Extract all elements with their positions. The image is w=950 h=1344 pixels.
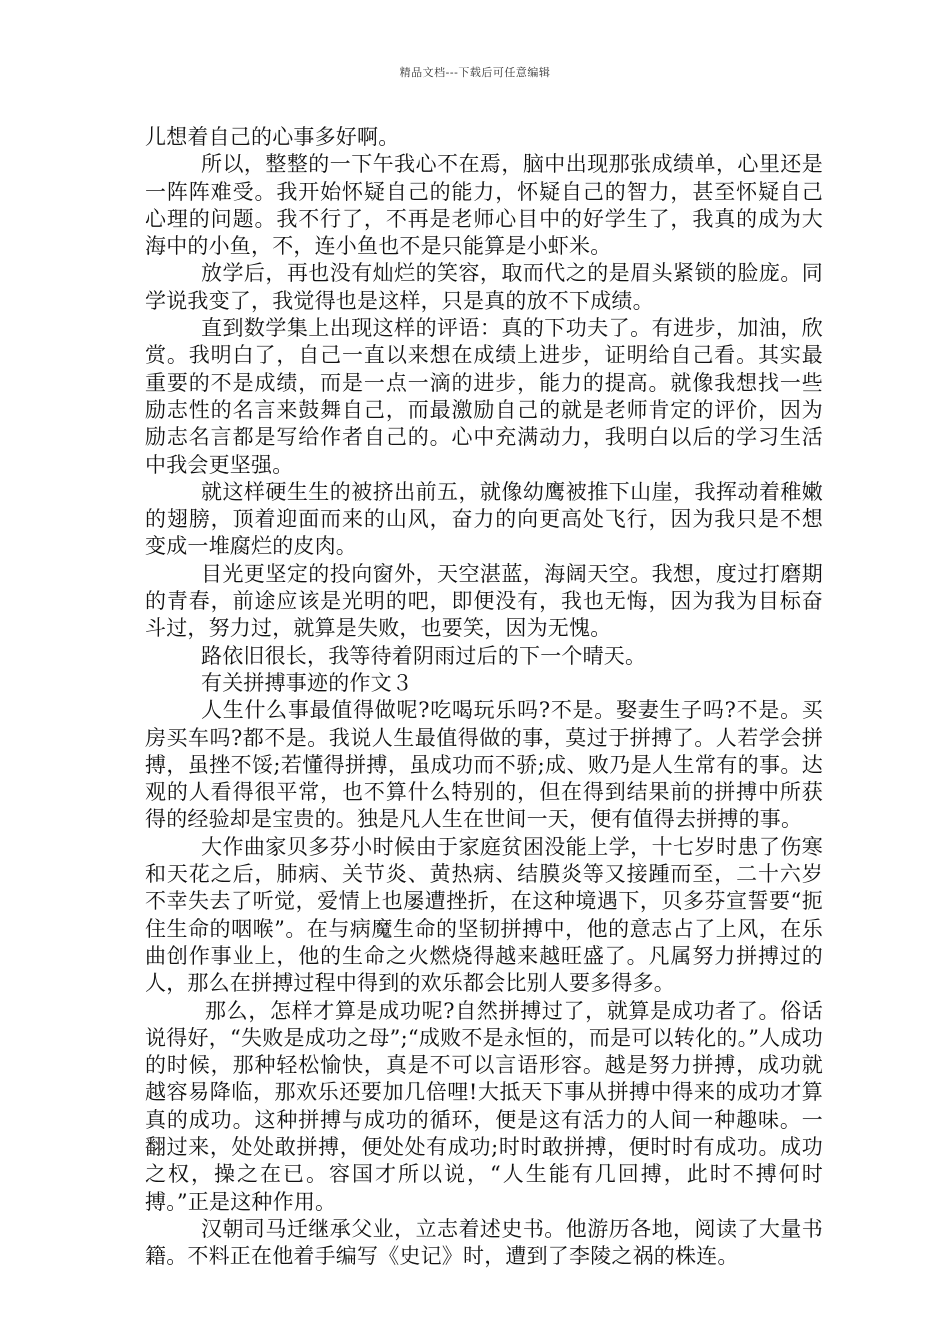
page-header: 精品文档---下载后可任意编辑 [399, 66, 551, 79]
paragraph: 目光更坚定的投向窗外，天空湛蓝，海阔天空。我想，度过打磨期的青春，前途应该是光明的吧，即便没有，我也无悔，因为我为目标奋斗过，努力过，就算是失败，也要笑，因为无愧。 [145, 561, 823, 641]
paragraph: 放学后，再也没有灿烂的笑容，取而代之的是眉头紧锁的脸庞。同学说我变了，我觉得也是这样，只是真的放不下成绩。 [145, 261, 823, 313]
paragraph: 路依旧很长，我等待着阴雨过后的下一个晴天。 [201, 643, 647, 668]
paragraph: 直到数学集上出现这样的评语：真的下功夫了。有进步，加油，欣赏。我明白了，自己一直以来想在成绩上进步，证明给自己看。其实最重要的不是成绩，而是一点一滴的进步，能力的提高。就像我想找一些励志性的名言来鼓舞自己，而最激励自己的就是老师肯定的评价，因为励志名言都是写给作者自己的。心中充满动力，我明白以后的学习生活中我会更坚强。 [145, 316, 823, 477]
paragraph: 大作曲家贝多芬小时候由于家庭贫困没能上学，十七岁时患了伤寒和天花之后，肺病、关节炎、黄热病、结膜炎等又接踵而至，二十六岁不幸失去了听觉，爱情上也屡遭挫折，在这种境遇下，贝多芬宣誓要“扼住生命的咽喉”。在与病魔生命的坚韧拼搏中，他的意志占了上风，在乐曲创作事业上，他的生命之火燃烧得越来越旺盛了。凡属努力拼搏过的人，那么在拼搏过程中得到的欢乐都会比别人要多得多。 [145, 834, 823, 996]
paragraph: 所以，整整的一下午我心不在焉，脑中出现那张成绩单，心里还是一阵阵难受。我开始怀疑自己的能力，怀疑自己的智力，甚至怀疑自己心理的问题。我不行了，不再是老师心目中的好学生了，我真的成为大海中的小鱼，不，连小鱼也不是只能算是小虾米。 [145, 152, 823, 259]
paragraph: 那么，怎样才算是成功呢?自然拼搏过了，就算是成功者了。俗话说得好，“失败是成功之母”;“成败不是永恒的，而是可以转化的。”人成功的时候，那种轻松愉快，真是不可以言语形容。越是努力拼搏，成功就越容易降临，那欢乐还要加几倍哩!大抵天下事从拼搏中得来的成功才算真的成功。这种拼搏与成功的循环，便是这有活力的人间一种趣味。一翻过来，处处敢拼搏，便处处有成功;时时敢拼搏，便时时有成功。成功之权，操之在已。容国才所以说，“人生能有几回搏，此时不搏何时搏。”正是这种作用。 [145, 998, 823, 1214]
paragraph: 人生什么事最值得做呢?吃喝玩乐吗?不是。娶妻生子吗?不是。买房买车吗?都不是。我说人生最值得做的事，莫过于拼搏了。人若学会拼搏，虽挫不馁;若懂得拼搏，虽成功而不骄;成、败乃是人生常有的事。达观的人看得很平常，也不算什么特别的，但在得到结果前的拼搏中所获得的经验却是宝贵的。独是凡人生在世间一天，便有值得去拼搏的事。 [145, 698, 823, 832]
paragraph: 汉朝司马迁继承父业，立志着述史书。他游历各地，阅读了大量书籍。不料正在他着手编写《史记》时，遭到了李陵之祸的株连。 [145, 1216, 823, 1269]
paragraph: 儿想着自己的心事多好啊。 [145, 125, 400, 149]
section-heading: 有关拼搏事迹的作文３ [201, 670, 413, 695]
document-body [145, 124, 823, 1270]
paragraph: 就这样硬生生的被挤出前五，就像幼鹰被推下山崖，我挥动着稚嫩的翅膀，顶着迎面而来的山风，奋力的向更高处飞行，因为我只是不想变成一堆腐烂的皮肉。 [145, 479, 823, 559]
